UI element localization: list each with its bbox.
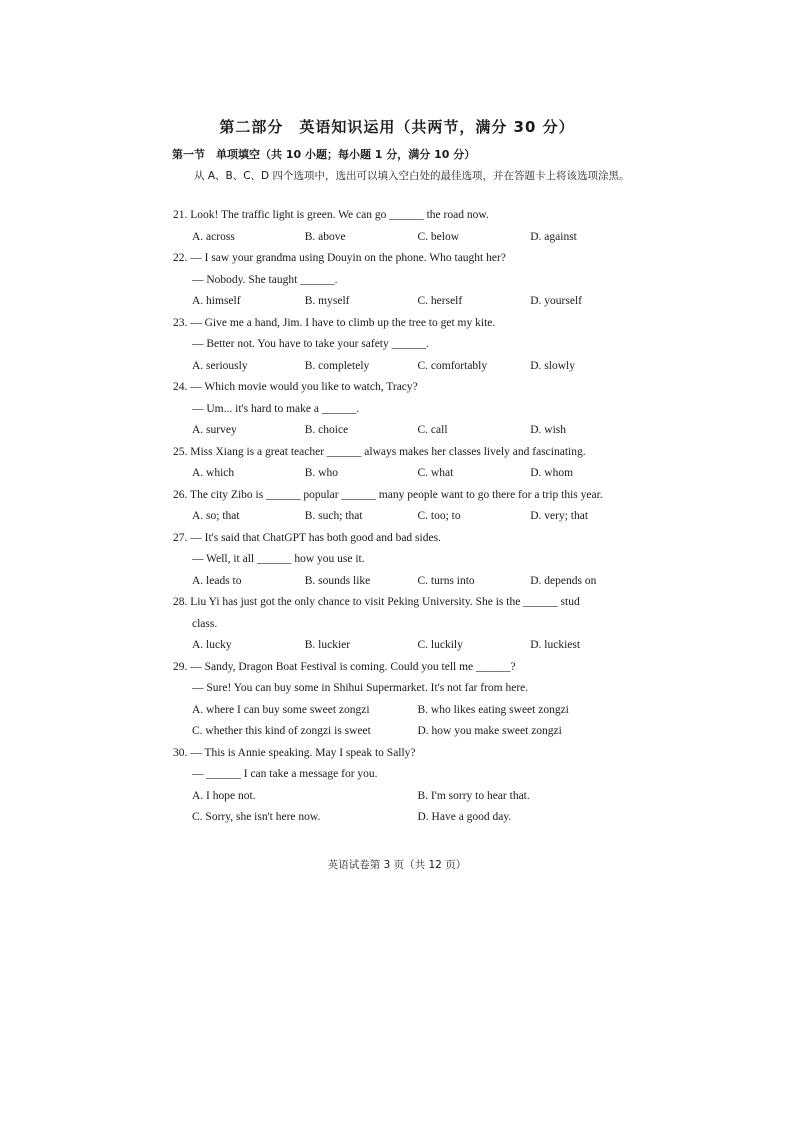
option-a: A. which — [192, 467, 235, 479]
option-row — [173, 807, 643, 829]
option-b: B. who — [304, 467, 338, 479]
instructions: 从 A、B、C、D 四个选项中，选出可以填入空白处的最佳选项，并在答题卡上将该选项涂黑。 — [194, 170, 630, 182]
question-21 — [173, 205, 643, 248]
question-response: — Well, it all ______ how you use it. — [192, 553, 365, 565]
question-stem: 22. — I saw your grandma using Douyin on the phone. Who taught her? — [173, 252, 506, 264]
option-row — [173, 463, 643, 485]
question-23 — [173, 313, 643, 378]
option-a: A. himself — [192, 295, 241, 307]
option-b: B. luckier — [304, 639, 351, 651]
option-row — [173, 721, 643, 743]
question-stem-continued: class. — [192, 617, 218, 630]
option-b: B. choice — [304, 424, 349, 436]
option-d: D. against — [530, 230, 577, 243]
option-a: A. where I can buy some sweet zongzi — [192, 703, 370, 716]
question-30 — [173, 743, 643, 829]
option-c: C. call — [417, 424, 448, 436]
option-row — [173, 700, 643, 722]
option-c: C. whether this kind of zongzi is sweet — [192, 725, 371, 737]
option-b: B. sounds like — [304, 574, 371, 587]
question-response: — Um... it's hard to make a ______. — [192, 402, 360, 415]
option-row — [173, 635, 643, 657]
question-stem: 27. — It's said that ChatGPT has both good and bad sides. — [173, 531, 441, 544]
option-c: C. Sorry, she isn't here now. — [192, 811, 321, 823]
option-d: D. slowly — [530, 359, 575, 372]
option-d: D. Have a good day. — [417, 811, 512, 823]
option-d: D. yourself — [530, 295, 582, 307]
option-c: C. luckily — [417, 639, 463, 651]
page-footer: 英语试卷第 3 页（共 12 页） — [327, 859, 467, 871]
question-stem: 29. — Sandy, Dragon Boat Festival is coming. Could you tell me ______? — [173, 660, 516, 673]
option-d: D. whom — [530, 467, 574, 479]
option-a: A. survey — [192, 424, 237, 436]
question-22 — [173, 248, 643, 313]
option-c: C. what — [417, 467, 454, 479]
option-row — [173, 291, 643, 313]
option-b: B. above — [304, 230, 346, 243]
option-d: D. depends on — [530, 574, 597, 587]
option-row — [173, 506, 643, 528]
option-a: A. leads to — [192, 574, 242, 587]
option-row — [173, 420, 643, 442]
option-a: A. seriously — [192, 359, 248, 372]
question-25 — [173, 442, 643, 485]
option-row — [173, 227, 643, 249]
option-row — [173, 571, 643, 593]
option-a: A. across — [192, 230, 235, 243]
option-c: C. herself — [417, 295, 463, 307]
option-b: B. completely — [304, 359, 370, 372]
question-list — [173, 205, 643, 829]
question-response: — ______ I can take a message for you. — [192, 768, 378, 780]
question-27 — [173, 528, 643, 593]
option-d: D. luckiest — [530, 639, 581, 651]
option-row — [173, 356, 643, 378]
question-stem: 30. — This is Annie speaking. May I speak to Sally? — [173, 746, 416, 759]
part-title: 第二部分 英语知识运用（共两节，满分 30 分） — [219, 118, 575, 136]
question-stem: 21. Look! The traffic light is green. We can go ______ the road now. — [173, 209, 489, 221]
option-b: B. such; that — [304, 510, 363, 522]
option-c: C. comfortably — [417, 359, 488, 372]
question-stem: 28. Liu Yi has just got the only chance to visit Peking University. She is the ______ stud — [173, 596, 580, 608]
section-title: 第一节 单项填空（共 10 小题；每小题 1 分，满分 10 分） — [172, 148, 476, 161]
option-b: B. myself — [304, 295, 350, 307]
question-stem: 25. Miss Xiang is a great teacher ______ always makes her classes lively and fascinating. — [173, 445, 586, 458]
option-a: A. lucky — [192, 639, 232, 651]
question-response: — Better not. You have to take your safety ______. — [192, 338, 429, 350]
option-b: B. I'm sorry to hear that. — [417, 789, 530, 802]
option-b: B. who likes eating sweet zongzi — [417, 703, 569, 716]
question-28 — [173, 592, 643, 657]
question-response: — Sure! You can buy some in Shihui Supermarket. It's not far from here. — [192, 682, 529, 694]
question-stem: 26. The city Zibo is ______ popular ______ many people want to go there for a trip this year. — [173, 488, 603, 501]
question-24 — [173, 377, 643, 442]
question-stem: 24. — Which movie would you like to watch, Tracy? — [173, 381, 418, 393]
option-c: C. turns into — [417, 574, 475, 587]
question-26 — [173, 485, 643, 528]
option-c: C. below — [417, 230, 460, 243]
option-row — [173, 786, 643, 808]
option-d: D. wish — [530, 424, 567, 436]
option-a: A. I hope not. — [192, 789, 256, 802]
question-stem: 23. — Give me a hand, Jim. I have to climb up the tree to get my kite. — [173, 316, 496, 329]
option-a: A. so; that — [192, 510, 240, 522]
option-c: C. too; to — [417, 510, 461, 522]
question-response: — Nobody. She taught ______. — [192, 273, 338, 286]
option-d: D. very; that — [530, 510, 589, 522]
question-29 — [173, 657, 643, 743]
option-d: D. how you make sweet zongzi — [417, 725, 562, 737]
